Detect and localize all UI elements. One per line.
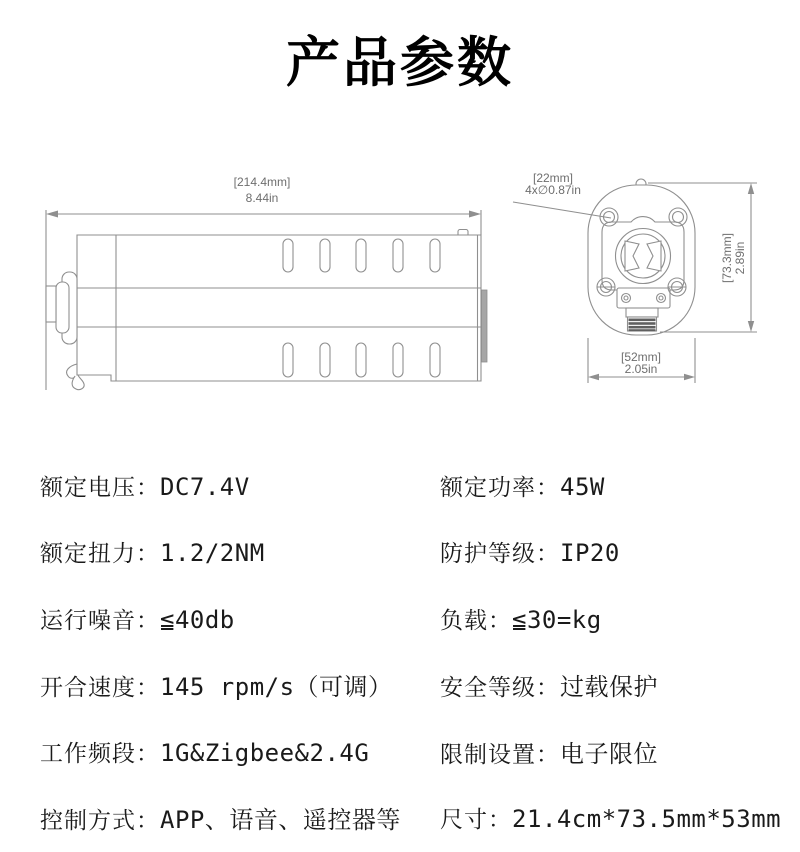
spec-label: 额定电压：	[40, 474, 160, 501]
front-view	[513, 171, 757, 383]
connector-neck	[626, 308, 658, 317]
spec-label: 工作频段：	[40, 740, 160, 767]
top-tab	[458, 230, 468, 236]
spec-label: 负载：	[440, 607, 512, 634]
height-dim-mm: [73.3mm]	[720, 232, 734, 284]
spec-row-torque-protection	[0, 519, 800, 586]
spec-row-control-size	[0, 785, 800, 852]
width-dim-mm: [52mm]	[620, 350, 662, 364]
length-dim-in: 8.44in	[245, 191, 279, 205]
side-view	[46, 175, 487, 390]
spec-row-speed-safety	[0, 652, 800, 719]
technical-drawing	[0, 140, 800, 452]
spec-cell	[40, 667, 440, 702]
height-dim-in: 2.89in	[733, 241, 747, 275]
spec-label: 安全等级：	[440, 675, 560, 702]
spec-label: 尺寸：	[440, 807, 512, 834]
spec-cell	[40, 800, 440, 835]
spec-value: 电子限位	[560, 739, 658, 768]
right-shaft-band	[482, 290, 488, 362]
spec-value: 1G&Zigbee&2.4G	[160, 738, 370, 767]
holes-dim-in: 4x∅0.87in	[525, 183, 581, 197]
arrow-right2-icon	[684, 374, 695, 380]
spec-row-band-limit	[0, 718, 800, 785]
spec-value: 45W	[560, 472, 605, 501]
spec-value: IP20	[560, 539, 620, 568]
width-dim-in: 2.05in	[624, 362, 658, 376]
spec-label: 控制方式：	[40, 808, 160, 835]
left-shaft	[46, 286, 56, 322]
spec-label: 防护等级：	[440, 541, 560, 568]
vent-slots-bottom	[283, 343, 440, 377]
bottom-plate	[617, 288, 670, 308]
spec-label: 额定功率：	[440, 474, 560, 501]
spec-cell	[440, 667, 800, 702]
specs-table	[0, 452, 800, 851]
spec-cell	[440, 469, 800, 502]
spec-cell	[440, 734, 800, 769]
arrow-right-icon	[469, 211, 481, 218]
left-collar	[56, 282, 69, 333]
spec-value: 145 rpm/s（可调）	[160, 673, 393, 702]
spec-value: 过载保护	[560, 673, 658, 702]
spec-value: DC7.4V	[160, 472, 250, 501]
motor-body-outline	[77, 235, 481, 381]
spec-label: 限制设置：	[440, 741, 560, 768]
spec-label: 额定扭力：	[40, 541, 160, 568]
spec-cell	[40, 602, 440, 635]
spec-row-voltage-power	[0, 452, 800, 519]
spec-value: 1.2/2NM	[160, 539, 265, 568]
spec-cell	[40, 469, 440, 502]
page-title: 产品参数	[286, 31, 514, 94]
spec-label: 运行噪音：	[40, 607, 160, 634]
spec-value: 21.4cm*73.5mm*53mm	[512, 805, 782, 834]
arrow-left-icon	[46, 211, 58, 218]
spec-cell	[40, 535, 440, 568]
spec-value: ≦40db	[160, 605, 235, 634]
spec-row-noise-load	[0, 585, 800, 652]
spec-value: ≦30=kg	[512, 605, 602, 634]
arrow-up-icon	[748, 183, 754, 194]
spec-cell	[440, 602, 800, 635]
arrow-down-icon	[748, 321, 754, 332]
spec-cell	[440, 801, 800, 834]
arrow-left2-icon	[588, 374, 599, 380]
spec-cell	[40, 735, 440, 768]
holes-dim-mm: [22mm]	[532, 171, 574, 185]
spec-cell	[440, 535, 800, 568]
vent-slots-top	[283, 239, 440, 272]
spec-label: 开合速度：	[40, 675, 160, 702]
mount-hook	[67, 364, 85, 390]
spec-value: APP、语音、遥控器等	[160, 806, 401, 835]
length-dim-mm: [214.4mm]	[233, 175, 291, 189]
